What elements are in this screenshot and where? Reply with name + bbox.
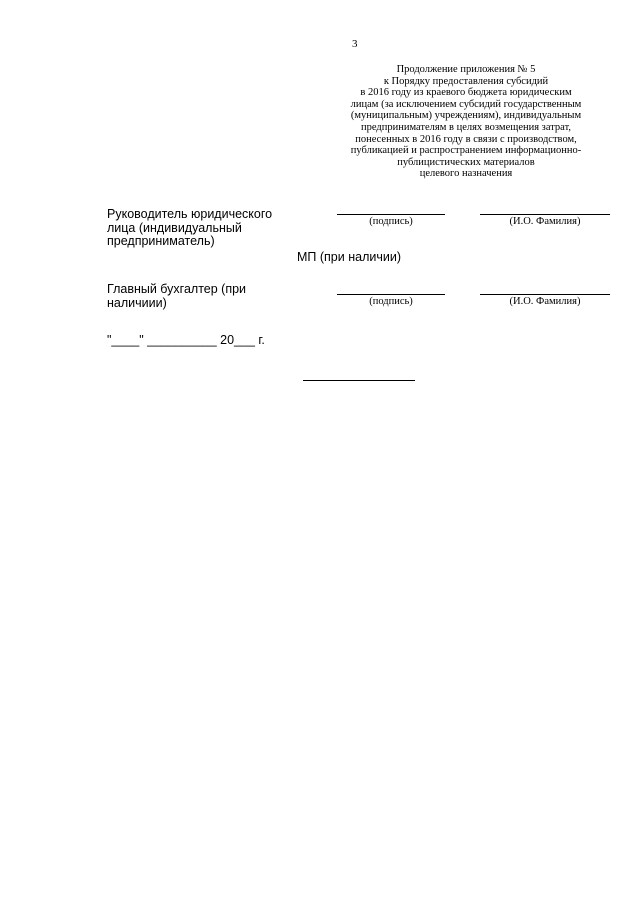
accountant-signature-line bbox=[337, 294, 445, 295]
page-number: 3 bbox=[352, 38, 358, 50]
head-signature-caption: (подпись) bbox=[369, 216, 413, 227]
appendix-header-line: публицистических материалов bbox=[397, 156, 535, 168]
stamp-note: МП (при наличии) bbox=[297, 250, 401, 264]
accountant-signature-label bbox=[107, 283, 246, 310]
appendix-header bbox=[318, 64, 614, 180]
accountant-name-line bbox=[480, 294, 610, 295]
appendix-header-line: (муниципальным) учреждениям), индивидуальным bbox=[350, 110, 582, 122]
appendix-header-line: целевого назначения bbox=[419, 168, 513, 180]
appendix-header-line: в 2016 году из краевого бюджета юридическим bbox=[360, 87, 572, 99]
appendix-header-line: к Порядку предоставления субсидий bbox=[383, 75, 549, 87]
head-signature-line bbox=[337, 214, 445, 215]
head-label-line: предприниматель) bbox=[107, 234, 215, 248]
appendix-header-line: предпринимателям в целях возмещения затрат, bbox=[360, 121, 571, 133]
appendix-header-line: публикацией и распространением информационно- bbox=[350, 145, 582, 157]
head-signature-label bbox=[107, 208, 272, 249]
head-label-line: Руководитель юридического bbox=[107, 207, 273, 221]
head-label-line: лица (индивидуальный bbox=[107, 220, 242, 235]
accountant-signature-caption: (подпись) bbox=[369, 296, 413, 307]
accountant-name-caption: (И.О. Фамилия) bbox=[509, 296, 581, 307]
closing-separator bbox=[303, 380, 415, 381]
head-name-line bbox=[480, 214, 610, 215]
appendix-header-line: Продолжение приложения № 5 bbox=[396, 64, 536, 75]
accountant-label-line: наличиии) bbox=[107, 295, 167, 310]
head-name-caption: (И.О. Фамилия) bbox=[509, 216, 581, 227]
accountant-label-line: Главный бухгалтер (при bbox=[107, 282, 247, 296]
appendix-header-line: лицам (за исключением субсидий государственным bbox=[350, 98, 582, 110]
date-line: "____" __________ 20___ г. bbox=[107, 333, 265, 347]
appendix-header-line: понесенных в 2016 году в связи с производством, bbox=[355, 133, 577, 145]
